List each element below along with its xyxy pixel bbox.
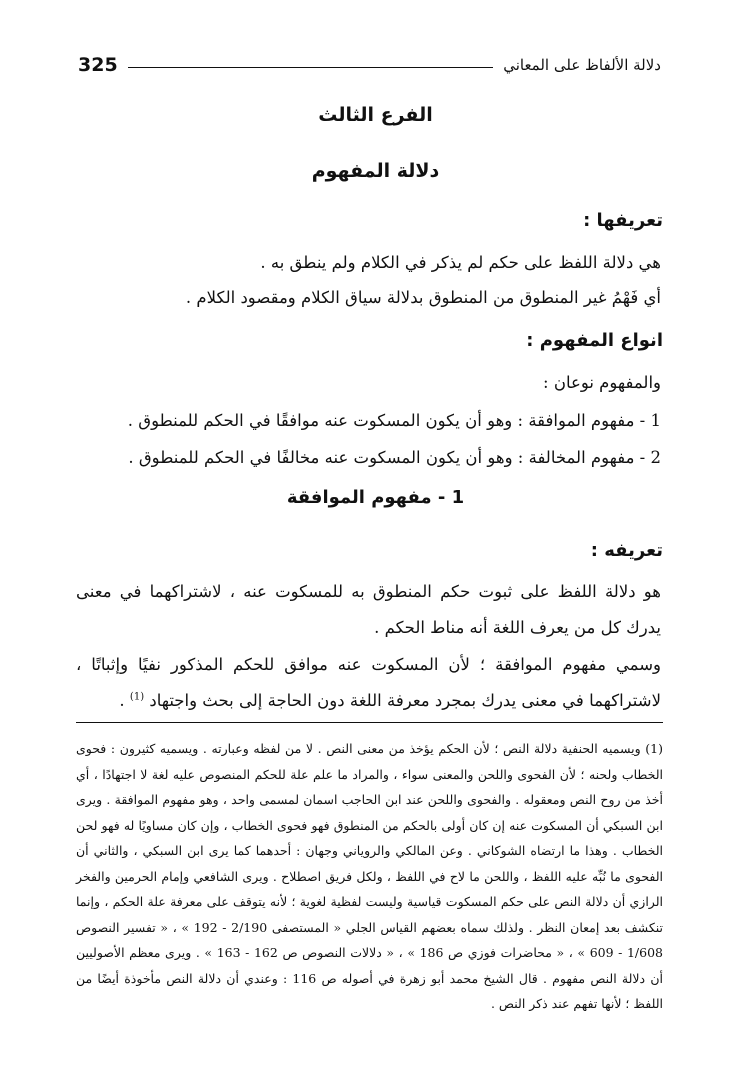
definition2-line-2: يدرك كل من يعرف اللغة أنه مناط الحكم . [374,618,661,637]
footnote-reference: (1) [129,691,145,703]
footnote: (1) ويسميه الحنفية دلالة النص ؛ لأن الحكم يؤخذ من معنى النص . لا من لفظه وعبارته . ويسميه كثيرون : فحوى الخطاب ولحنه ؛ لأن الفحوى واللحن والمعنى سواء ، والمراد ما علم علة للحكم المنصوص عليه لغة لا اجتهادًا ، أي أخذ من روح النص ومعقوله . والفحوى واللحن عند ابن الحاجب اسمان لمسمى واحد ، وهو مفهوم الموافقة . ويرى ابن السبكي أن المسكوت عنه إن كان أولى بالحكم من المنطوق فهو فحوى الخطاب ، وإن كان مساويًا له فهو لحن الخطاب . وهذا ما ارتضاه الشوكاني . وعن المالكي والروياني وجهان : أحدهما كما يرى ابن السبكي ، والثاني أن الفحوى ما نُبِّه عليه اللفظ ، واللحن ما لاح في اللفظ ، ولكل فريق اصطلاح . ويرى الشافعي وإمام الحرمين والفخر الرازي أن دلالة النص على حكم المسكوت قياسية وليست لفظية لغوية ؛ لأنه يتوقف على معرفة علة الحكم ، وإنما تنكشف بعد إمعان النظر . ولذلك سماه بعضهم القياس الجلي « المستصفى 2/190 - 192 » ، « تفسير النصوص 1/608 - 609 » ، « محاضرات فوزي ص 186 » ، « دلالات النصوص ص 162 - 163 » . ويرى معظم الأصوليين أن دلالة النص مفهوم . قال الشيخ محمد أبو زهرة في أصوله ص 116 : وعندي أن دلالة النص مأخوذة أيضًا من اللفظ ؛ لأنها تفهم عند ذكر النص . [76,741,664,1011]
running-header [78,54,661,76]
topic-heading: دلالة المفهوم [311,160,440,182]
page-number: 325 [78,54,118,76]
naming-line-2-text: لاشتراكهما في معنى يدرك بمجرد معرفة اللغة دون الحاجة إلى بحث واجتهاد [149,691,661,710]
agreement-heading: 1 - مفهوم الموافقة [286,487,465,508]
naming-line-2-end: . [119,691,130,710]
running-title: دلالة الألفاظ على المعاني [503,56,661,74]
definition-line-1: هي دلالة اللفظ على حكم لم يذكر في الكلام ولم ينطق به . [260,253,661,272]
definition-heading: تعريفها : [583,210,663,231]
type-item-2: 2 - مفهوم المخالفة : وهو أن يكون المسكوت عنه مخالفًا في الحكم للمنطوق . [128,448,661,467]
definition-line-2: أي فَهْمُ غير المنطوق من المنطوق بدلالة سياق الكلام ومقصود الكلام . [185,288,661,307]
footnote-rule [76,722,663,723]
type-item-1: 1 - مفهوم الموافقة : وهو أن يكون المسكوت عنه موافقًا في الحكم للمنطوق . [127,411,661,430]
naming-line-2 [76,691,661,710]
definition2-heading: تعريفه : [590,540,663,561]
branch-heading: الفرع الثالث [318,104,433,126]
types-heading: انواع المفهوم : [526,330,663,351]
definition2-line-1: هو دلالة اللفظ على ثبوت حكم المنطوق به للمسكوت عنه ، لاشتراكهما في معنى [76,582,661,601]
types-intro: والمفهوم نوعان : [543,373,661,392]
naming-line-1: وسمي مفهوم الموافقة ؛ لأن المسكوت عنه موافق للحكم المذكور نفيًا وإثباتًا ، [76,655,661,674]
header-rule [128,67,494,68]
